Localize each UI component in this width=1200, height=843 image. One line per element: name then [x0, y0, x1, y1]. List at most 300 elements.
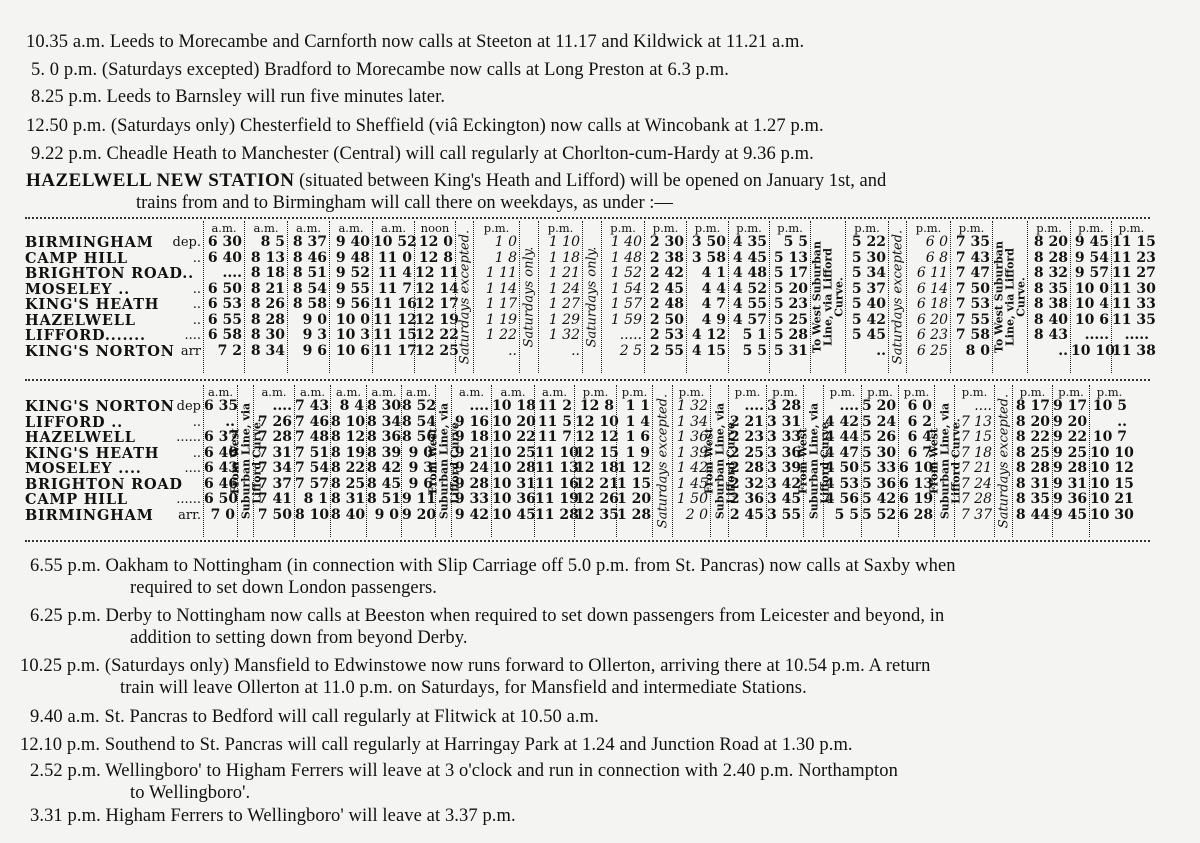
train-column: [287, 221, 329, 373]
station-label: MOSELEY ....: [25, 460, 142, 477]
time-cell: 7 54: [295, 460, 330, 476]
time-cell: 12 10: [575, 413, 619, 430]
time-cell: 8 22: [1015, 429, 1050, 445]
time-cell: 10 52: [373, 234, 417, 250]
time-cell: 9 45: [1074, 234, 1109, 250]
station-label: LIFFORD ..: [25, 413, 123, 431]
time-cell: .....: [1084, 327, 1109, 343]
note-text: From West Suburban Line, via Lifford Curve.: [796, 402, 831, 520]
train-column: [330, 385, 366, 537]
time-cell: 7 51: [295, 444, 330, 461]
time-cell: 8 51: [367, 491, 402, 507]
column-header: p.m.: [694, 221, 721, 235]
time-cell: 1 14: [485, 280, 517, 297]
time-cell: 1 15: [617, 475, 652, 492]
column-header: p.m.: [1118, 221, 1145, 235]
time-cell: 3 50: [691, 234, 726, 250]
time-cell: 5 24: [862, 413, 897, 430]
station-suffix: arr.: [178, 507, 201, 523]
time-cell: .....: [619, 327, 642, 343]
train-column: [491, 385, 534, 537]
time-cell: 1 59: [610, 311, 642, 328]
time-cell: 2 25: [729, 444, 764, 461]
notice-text: 10.25 p.m. (Saturdays only) Mansfield to Edwinstowe now runs forward to Ollerton, arriving there at 10.54 p.m. A return: [20, 656, 931, 676]
time-cell: 7 34: [257, 460, 292, 476]
column-header: p.m.: [1078, 221, 1104, 235]
station-suffix: ......: [176, 492, 201, 507]
station-name: [25, 282, 201, 298]
time-cell: 6 10: [899, 460, 934, 476]
time-cell: 1 1: [625, 398, 650, 414]
time-cell: 4 42: [824, 413, 859, 430]
time-cell: 8 25: [331, 475, 366, 492]
time-cell: 5 37: [851, 280, 886, 297]
notice-text: 6.55 p.m. Oakham to Nottingham (in connection with Slip Carriage off 5.0 p.m. from St. Pancras) now calls at Saxby when: [30, 556, 956, 576]
time-cell: 11 4: [377, 265, 412, 281]
time-cell: ..: [1058, 342, 1068, 359]
column-header: p.m.: [621, 385, 648, 399]
time-cell: 7 46: [295, 413, 330, 430]
column-note: [426, 385, 461, 537]
time-cell: 8 38: [1033, 296, 1068, 312]
station-label: KING'S HEATH: [25, 296, 160, 313]
time-cell: 5 42: [851, 311, 886, 328]
column-header: p.m.: [1058, 385, 1084, 399]
train-column: [601, 221, 644, 373]
time-cell: 9 28: [1053, 460, 1088, 476]
notice-item: [30, 805, 516, 827]
time-cell: 3 58: [691, 249, 726, 266]
time-cell: 11 33: [1112, 296, 1156, 312]
time-cell: 2 32: [729, 475, 764, 492]
column-header: p.m.: [736, 221, 762, 235]
time-cell: 8 10: [295, 506, 330, 523]
column-header: a.m.: [207, 385, 234, 399]
column-header: a.m.: [338, 221, 364, 235]
note-text: Saturdays excepted.: [996, 393, 1011, 529]
time-cell: 9 52: [335, 265, 370, 281]
time-cell: 7 50: [257, 506, 292, 523]
time-cell: 8 20: [1015, 413, 1050, 430]
time-cell: 8 51: [292, 265, 327, 281]
time-cell: ....: [744, 398, 764, 414]
time-cell: 7 26: [257, 413, 292, 430]
time-cell: 5 22: [851, 234, 886, 250]
train-column: [1089, 385, 1134, 537]
time-cell: 5 52: [862, 506, 897, 523]
column-note: [228, 385, 263, 537]
time-cell: ..: [1117, 413, 1127, 430]
time-cell: 11 12: [373, 311, 417, 328]
time-cell: 8 17: [1015, 398, 1050, 414]
time-cell: 9 25: [1053, 444, 1088, 461]
time-cell: 2 45: [649, 280, 684, 297]
time-cell: 4 35: [732, 234, 767, 250]
column-header: a.m.: [261, 385, 287, 399]
time-cell: 8 35: [1033, 280, 1068, 297]
time-cell: 12 11: [415, 265, 459, 281]
time-cell: 7 18: [960, 444, 992, 461]
notice-text: 3.31 p.m. Higham Ferrers to Wellingboro' will leave at 3.37 p.m.: [30, 806, 516, 826]
time-cell: 7 41: [257, 491, 292, 507]
time-cell: 7 47: [955, 265, 990, 281]
column-header: p.m.: [678, 385, 705, 399]
time-cell: 9 3: [408, 460, 433, 476]
time-cell: 8 31: [1015, 475, 1050, 492]
time-cell: 8 30: [367, 398, 402, 414]
column-header: p.m.: [1019, 385, 1046, 399]
station-label: KING'S NORTON: [25, 398, 175, 415]
station-name: [25, 313, 201, 329]
time-cell: 2 48: [649, 296, 684, 312]
notice-continuation: required to set down London passengers.: [130, 578, 438, 598]
train-column: [823, 385, 861, 537]
time-cell: 1 24: [548, 280, 580, 297]
column-header: p.m.: [652, 221, 679, 235]
time-cell: 10 18: [492, 398, 536, 414]
table-middle-rule: [25, 379, 1150, 381]
station-name: [25, 344, 201, 360]
time-cell: 8 0: [965, 342, 990, 359]
train-column: [644, 221, 686, 373]
time-cell: 6 7: [907, 444, 932, 461]
time-cell: 4 4: [701, 280, 726, 297]
train-column: [954, 385, 994, 537]
time-cell: 7 28: [960, 491, 992, 507]
station-suffix: dep: [176, 399, 201, 414]
time-cell: ....: [272, 398, 292, 414]
time-cell: 11 35: [1112, 311, 1156, 328]
time-cell: 12 8: [418, 249, 453, 266]
time-cell: 5 5: [742, 342, 767, 359]
station-name: [25, 297, 201, 313]
time-cell: 9 55: [335, 280, 370, 297]
time-cell: 6 2: [907, 413, 932, 430]
time-cell: 12 15: [575, 444, 619, 461]
station-label: MOSELEY ..: [25, 280, 130, 298]
time-cell: 10 0: [1074, 280, 1109, 297]
time-cell: 1 19: [485, 311, 517, 328]
time-cell: 6 58: [207, 327, 242, 343]
time-cell: 4 55: [732, 296, 767, 312]
column-note: [455, 221, 473, 373]
time-cell: 2 42: [649, 265, 684, 281]
time-cell: 3 33: [767, 429, 802, 445]
column-header: a.m.: [458, 385, 485, 399]
time-cell: 1 21: [548, 265, 580, 281]
time-cell: 5 33: [862, 460, 897, 476]
station-name: [25, 461, 201, 477]
time-cell: 8 37: [292, 234, 327, 250]
time-cell: 1 32: [676, 398, 708, 414]
station-name: [25, 235, 201, 251]
train-column: [1070, 221, 1115, 373]
station-label: BRIGHTON ROAD: [25, 475, 183, 493]
station-suffix: ..: [192, 250, 201, 266]
column-header: p.m.: [777, 221, 803, 235]
station-name: [25, 492, 201, 508]
time-cell: 8 21: [250, 280, 285, 297]
station-suffix: ......: [176, 430, 201, 445]
note-text: From West Suburban Line, via Lifford Curve.: [426, 402, 461, 520]
train-column: [845, 221, 888, 373]
time-cell: 7 48: [295, 429, 330, 445]
time-cell: 5 17: [773, 265, 808, 281]
time-cell: 9 6: [408, 475, 433, 492]
train-column: [686, 221, 728, 373]
column-note: [519, 221, 538, 373]
train-column: [534, 385, 579, 537]
notice-item: [30, 605, 944, 649]
time-cell: 7 50: [955, 280, 990, 297]
time-cell: 11 2: [537, 398, 572, 414]
notice-item: [30, 706, 599, 728]
time-cell: 9 57: [1074, 265, 1109, 281]
time-cell: 10 7: [1092, 429, 1127, 445]
time-cell: 6 50: [207, 280, 242, 297]
station-list: [25, 235, 201, 359]
time-cell: 9 11: [402, 491, 437, 507]
time-cell: 11 16: [535, 475, 579, 492]
time-cell: 1 0: [494, 234, 517, 250]
time-cell: ....: [974, 398, 992, 414]
notice-text: 6.25 p.m. Derby to Nottingham now calls at Beeston when required to set down passengers from Leicester and beyond, in: [30, 606, 945, 626]
headline-line1: (situated between King's Heath and Lifford) will be opened on January 1st, and: [294, 171, 887, 191]
time-cell: 8 5: [260, 234, 285, 250]
time-cell: 6 55: [207, 311, 242, 328]
column-header: p.m.: [1036, 221, 1062, 235]
time-cell: 4 44: [824, 429, 859, 445]
time-cell: 9 40: [335, 234, 370, 250]
time-cell: 1 17: [485, 296, 517, 312]
station-name: [25, 430, 201, 446]
time-cell: 4 50: [824, 460, 859, 476]
time-cell: 4 12: [691, 327, 726, 343]
time-cell: 9 31: [1053, 475, 1088, 492]
column-note: [810, 221, 845, 373]
time-cell: 6 40: [204, 444, 239, 461]
train-column: [950, 221, 992, 373]
time-cell: 11 5: [537, 413, 572, 430]
column-note: [582, 221, 601, 373]
train-column: [366, 385, 401, 537]
time-cell: 10 4: [1074, 296, 1109, 312]
time-cell: 5 13: [773, 249, 808, 266]
notice-cheadle-manchester: 9.22 p.m. Cheadle Heath to Manchester (Central) will call regularly at Chorlton-cum-Hardy at 9.36 p.m.: [31, 144, 814, 164]
time-cell: 10 22: [492, 429, 536, 445]
time-cell: 7 37: [960, 506, 992, 523]
time-cell: 12 21: [575, 475, 619, 492]
station-label: CAMP HILL: [25, 249, 128, 267]
station-suffix: dep.: [172, 235, 201, 250]
time-cell: 9 48: [335, 249, 370, 266]
time-cell: 5 26: [862, 429, 897, 445]
time-cell: 2 5: [619, 342, 642, 359]
column-header: a.m.: [500, 385, 526, 399]
time-cell: 11 30: [1112, 280, 1156, 297]
time-cell: 1 48: [610, 249, 642, 266]
column-header: p.m.: [610, 221, 636, 235]
time-cell: 9 22: [1053, 429, 1088, 445]
time-cell: 5 30: [862, 444, 897, 461]
time-cell: 10 10: [1071, 342, 1115, 359]
station-name: [25, 328, 201, 344]
train-column: [728, 385, 766, 537]
time-cell: 8 42: [367, 460, 402, 476]
notice-text: 9.40 a.m. St. Pancras to Bedford will call regularly at Flitwick at 10.50 a.m.: [30, 707, 599, 727]
time-cell: 9 0: [302, 311, 327, 328]
time-cell: 7 37: [257, 475, 292, 492]
time-cell: 12 12: [575, 429, 619, 445]
time-cell: 7 31: [257, 444, 292, 461]
time-cell: 8 54: [402, 413, 437, 430]
time-cell: 11 15: [373, 327, 417, 343]
time-cell: 11 7: [537, 429, 572, 445]
column-header: p.m.: [903, 385, 930, 399]
train-column: [906, 221, 950, 373]
time-cell: 9 42: [454, 506, 489, 523]
time-cell: 3 31: [767, 413, 802, 430]
time-cell: 2 0: [685, 506, 708, 523]
headline-line2: trains from and to Birmingham will call there on weekdays, as under :—: [136, 193, 673, 213]
time-cell: 5 5: [783, 234, 808, 250]
time-cell: 3 42: [767, 475, 802, 492]
timetable-down-kings-norton-to-birmingham: [25, 385, 1150, 537]
time-cell: 6 13: [899, 475, 934, 492]
time-cell: 10 6: [1074, 311, 1109, 328]
train-column: [1111, 221, 1156, 373]
time-cell: 10 20: [492, 413, 536, 430]
time-cell: 9 24: [454, 460, 489, 476]
time-cell: 6 14: [916, 280, 948, 297]
time-cell: 10 36: [492, 491, 536, 507]
time-cell: 7 55: [955, 311, 990, 328]
time-cell: 5 20: [862, 398, 897, 414]
time-cell: 11 10: [535, 444, 579, 461]
column-note: [888, 221, 906, 373]
time-cell: 5 36: [862, 475, 897, 492]
station-name: [25, 477, 201, 493]
time-cell: 11 19: [535, 491, 579, 507]
note-text: From West Suburban Line, via Lifford Curve.: [927, 402, 962, 520]
station-suffix: ..: [192, 312, 201, 328]
time-cell: 4 1: [701, 265, 726, 281]
note-text: Saturdays excepted.: [457, 229, 472, 365]
time-cell: 11 7: [377, 280, 412, 297]
time-cell: 8 36: [367, 429, 402, 445]
hazelwell-announcement: [26, 170, 886, 214]
station-suffix: ....: [184, 328, 201, 343]
time-cell: 10 5: [1092, 398, 1127, 414]
time-cell: 7 21: [960, 460, 992, 476]
column-header: p.m.: [483, 221, 510, 235]
notice-text: 2.52 p.m. Wellingboro' to Higham Ferrers will leave at 3 o'clock and run in connection with 2.40 p.m. Northampton: [30, 761, 898, 781]
time-cell: 11 23: [1112, 249, 1156, 266]
time-cell: 6 37: [204, 429, 239, 445]
notice-item: [20, 734, 853, 756]
time-cell: 2 50: [649, 311, 684, 328]
column-header: a.m.: [211, 221, 237, 235]
time-cell: 10 0: [335, 311, 370, 328]
time-cell: 6 30: [207, 234, 242, 250]
column-header: a.m.: [380, 221, 407, 235]
time-cell: 1 18: [548, 249, 580, 266]
time-cell: 3 45: [767, 491, 802, 507]
train-column: [538, 221, 582, 373]
time-cell: 9 20: [402, 506, 437, 523]
time-cell: 4 56: [824, 491, 859, 507]
notice-chesterfield-sheffield: 12.50 p.m. (Saturdays only) Chesterfield to Sheffield (viâ Eckington) now calls at Wincobank at 1.27 p.m.: [26, 116, 824, 136]
time-cell: 8 18: [250, 265, 285, 281]
time-cell: 1 57: [610, 296, 642, 312]
time-cell: 7 53: [955, 296, 990, 312]
train-column: [294, 385, 330, 537]
time-cell: 4 53: [824, 475, 859, 492]
time-cell: 1 10: [548, 234, 580, 250]
time-cell: 2 21: [729, 413, 764, 430]
time-cell: 8 34: [367, 413, 402, 430]
time-cell: 7 24: [960, 475, 992, 492]
train-column: [451, 385, 491, 537]
train-column: [861, 385, 898, 537]
time-cell: 9 56: [335, 296, 370, 312]
time-cell: 4 9: [701, 311, 726, 328]
time-cell: 8 26: [250, 296, 285, 312]
train-column: [253, 385, 294, 537]
time-cell: 6 40: [207, 249, 242, 266]
time-cell: 4 57: [732, 311, 767, 328]
time-cell: 7 13: [960, 413, 992, 430]
time-cell: 1 29: [548, 311, 580, 328]
station-suffix: ..: [192, 414, 201, 430]
time-cell: 8 35: [1015, 491, 1050, 507]
time-cell: 11 28: [535, 506, 579, 523]
time-cell: 4 47: [824, 444, 859, 461]
note-text: Saturdays excepted.: [655, 393, 670, 529]
time-cell: 3 39: [767, 460, 802, 476]
column-note: [796, 385, 831, 537]
time-cell: 8 44: [1015, 506, 1050, 523]
station-name: [25, 508, 201, 524]
time-cell: 2 45: [729, 506, 764, 523]
time-cell: 3 36: [767, 444, 802, 461]
train-column: [414, 221, 459, 373]
time-cell: 10 3: [335, 327, 370, 343]
time-cell: 6 25: [916, 342, 948, 359]
time-cell: 8 32: [1033, 265, 1068, 281]
train-column: [372, 221, 417, 373]
time-cell: 6 8: [925, 249, 948, 266]
time-cell: 12 8: [579, 398, 614, 414]
station-label: CAMP HILL: [25, 491, 128, 508]
station-name: [25, 446, 201, 462]
time-cell: 2 28: [729, 460, 764, 476]
time-cell: 5 30: [851, 249, 886, 266]
time-cell: ..: [225, 413, 235, 430]
time-cell: 10 21: [1090, 491, 1134, 507]
time-cell: 10 6: [335, 342, 370, 359]
time-cell: 1 52: [610, 265, 642, 281]
time-cell: 11 17: [373, 342, 417, 359]
time-cell: 2 36: [729, 491, 764, 507]
table-top-rule: [25, 217, 1150, 219]
time-cell: 8 20: [1033, 234, 1068, 250]
time-cell: 1 28: [617, 506, 652, 523]
station-label: BIRMINGHAM: [25, 506, 154, 524]
train-column: [329, 221, 372, 373]
time-cell: 9 54: [1074, 249, 1109, 266]
time-cell: 6 53: [207, 296, 242, 312]
